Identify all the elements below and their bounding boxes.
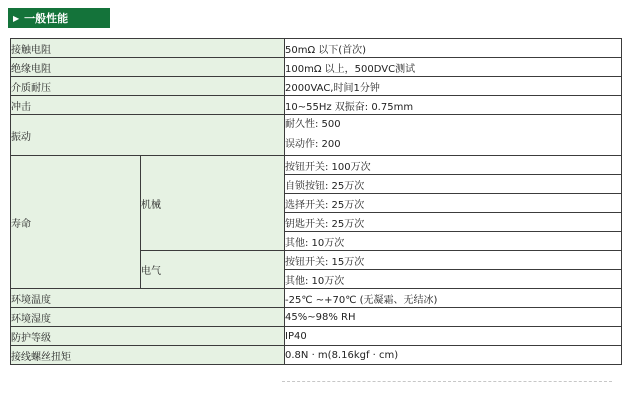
row-value: 2000VAC,时间1分钟 [285,77,622,96]
row-value: 按钮开关: 15万次 [285,251,622,270]
row-value: 45%~98% RH [285,308,622,327]
row-value: -25℃ ~+70℃ (无凝霜、无结冰) [285,289,622,308]
table-row [11,58,622,77]
table-row [11,346,622,365]
table-row [11,115,622,156]
row-value: 钥匙开关: 25万次 [285,213,622,232]
row-value: 0.8N · m(8.16kgf · cm) [285,346,622,365]
table-row [11,327,622,346]
row-value: 其他: 10万次 [285,270,622,289]
row-value: IP40 [285,327,622,346]
row-value: 100mΩ 以上，500DVC测试 [285,58,622,77]
row-value: 按钮开关: 100万次 [285,156,622,175]
value-line: 误动作: 200 [285,139,341,150]
row-label: 防护等级 [11,327,285,346]
row-label: 寿命 [11,156,141,289]
row-label: 接线螺丝扭矩 [11,346,285,365]
table-row [11,39,622,58]
row-label: 冲击 [11,96,285,115]
table-row [11,289,622,308]
table-row [11,156,622,175]
group-label: 电气 [141,251,285,289]
row-label: 介质耐压 [11,77,285,96]
section-title: 一般性能 [24,12,69,25]
row-value: 自锁按钮: 25万次 [285,175,622,194]
row-value: 10~55Hz 双振奋: 0.75mm [285,96,622,115]
row-value [285,115,622,156]
section-header [8,8,110,28]
row-value: 选择开关: 25万次 [285,194,622,213]
spec-table [10,38,622,365]
row-label: 环境温度 [11,289,285,308]
row-value: 50mΩ 以下(首次) [285,39,622,58]
value-line: 耐久性: 500 [285,119,341,130]
row-label: 绝缘电阻 [11,58,285,77]
table-row [11,308,622,327]
row-value: 其他: 10万次 [285,232,622,251]
row-label: 振动 [11,115,285,156]
table-row [11,77,622,96]
play-arrow-icon: ▶ [13,13,20,23]
table-row [11,96,622,115]
row-label: 接触电阻 [11,39,285,58]
dashed-divider [282,381,612,383]
row-label: 环境湿度 [11,308,285,327]
group-label: 机械 [141,156,285,251]
